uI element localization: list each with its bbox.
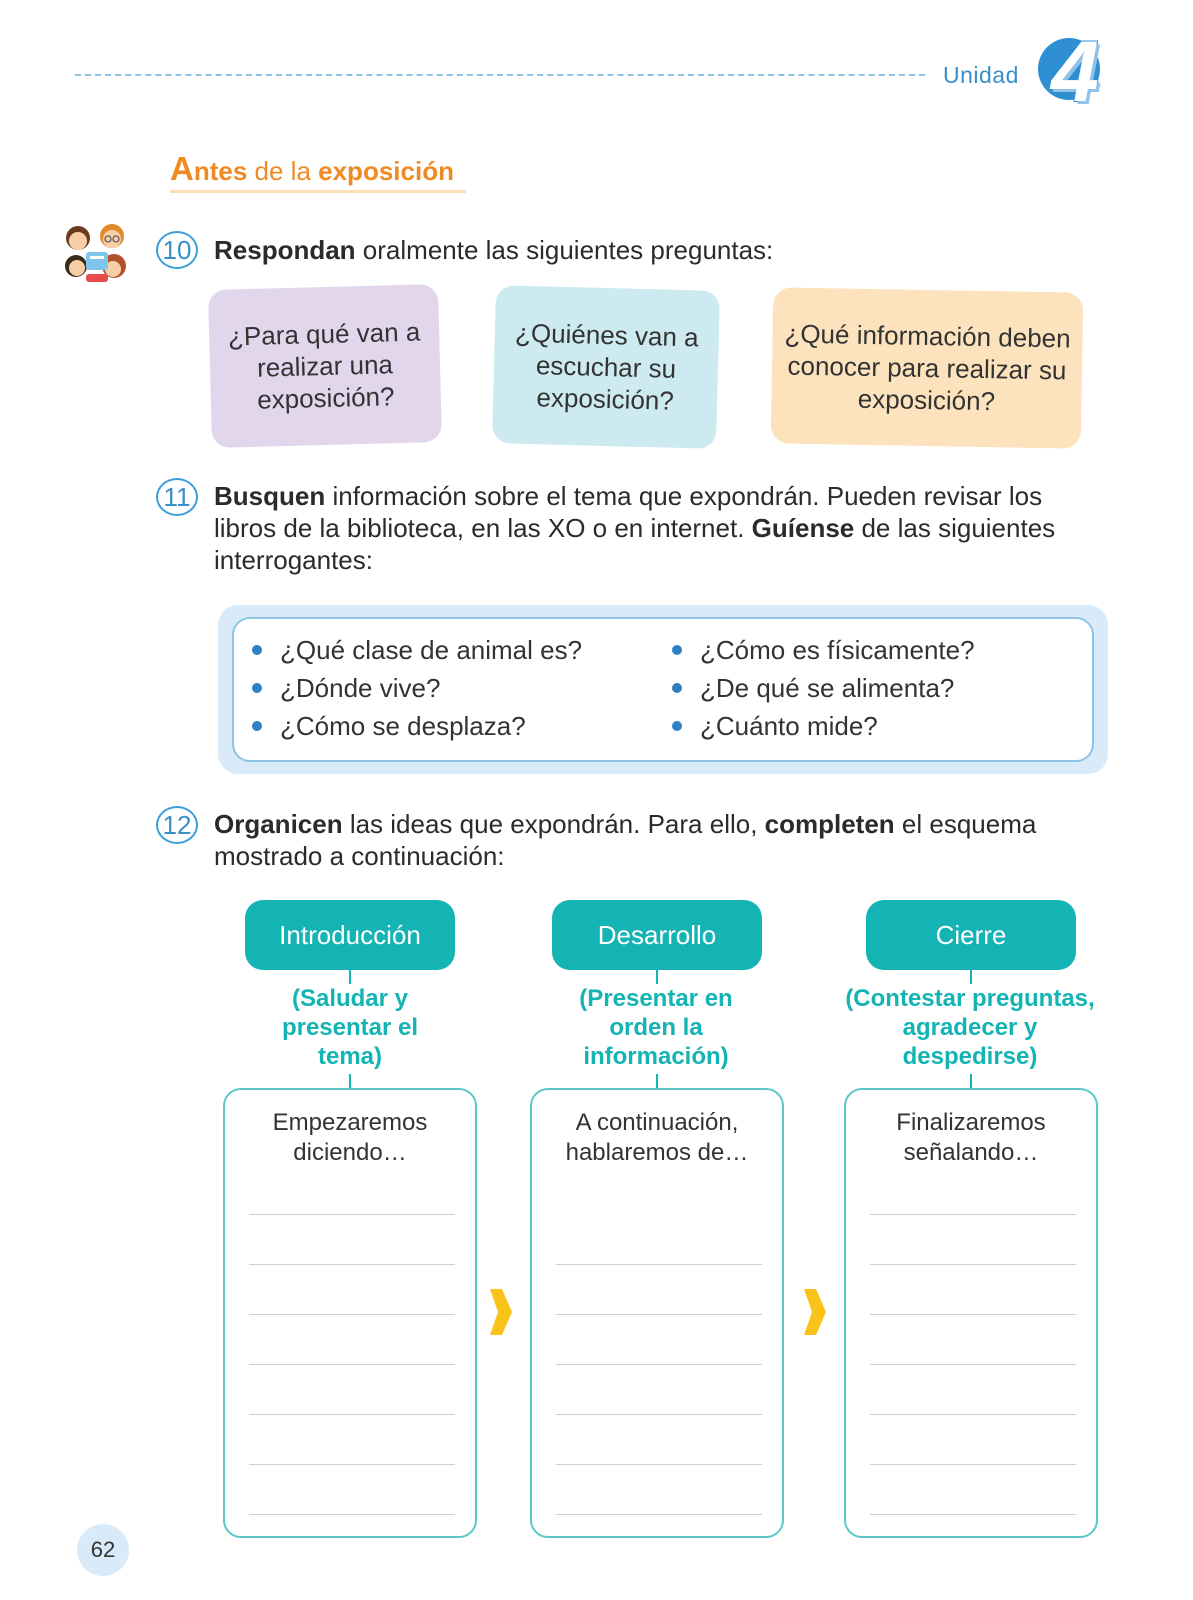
question-card-audience-text: ¿Quiénes van a escuchar su exposición?	[514, 317, 699, 416]
writing-line	[556, 1364, 762, 1365]
activity-11-verb: Busquen	[214, 481, 326, 511]
stage-development-note: (Presentar en orden la información)	[579, 985, 733, 1070]
activity-10-text: oralmente las siguientes preguntas:	[355, 235, 774, 265]
bullet-icon	[252, 721, 262, 731]
writing-box-development[interactable]	[530, 1088, 784, 1538]
list-item-text: ¿De qué se alimenta?	[700, 673, 955, 703]
question-card-purpose-text: ¿Para qué van a realizar una exposición?	[227, 316, 421, 415]
stage-closing: Cierre	[866, 900, 1076, 970]
page-number: 62	[90, 1537, 116, 1562]
stage-introduction-note: (Saludar y presentar el tema)	[281, 985, 419, 1070]
writing-line	[249, 1264, 455, 1265]
kids-group-icon	[62, 222, 132, 284]
connector-line	[656, 970, 658, 984]
writing-line	[249, 1364, 455, 1365]
writing-line	[556, 1314, 762, 1315]
list-item-text: ¿Cómo es físicamente?	[700, 635, 975, 665]
activity-number-12: 12	[156, 806, 198, 844]
header-dashed-rule	[75, 74, 925, 76]
writing-box-introduction[interactable]	[223, 1088, 477, 1538]
section-title-connector: de la	[247, 156, 319, 186]
arrow-right-icon	[488, 1287, 514, 1337]
writing-line	[556, 1264, 762, 1265]
writing-line	[249, 1314, 455, 1315]
writing-line	[870, 1414, 1076, 1415]
writing-line	[870, 1514, 1076, 1515]
connector-line	[970, 1074, 972, 1088]
activity-11-text-2: de las siguientes interrogantes:	[214, 513, 1056, 575]
writing-line	[556, 1514, 762, 1515]
activity-12-text-2: el esquema mostrado a continuación:	[214, 809, 1037, 871]
list-item-text: ¿Cuánto mide?	[700, 711, 878, 741]
section-underline	[170, 190, 466, 193]
activity-number-10: 10	[156, 231, 198, 269]
writing-line	[249, 1514, 455, 1515]
sentence-starter: A continuación, hablaremos de…	[565, 1109, 749, 1166]
bullet-icon	[252, 683, 262, 693]
activity-11-instruction	[214, 480, 1094, 576]
connector-line	[349, 970, 351, 984]
writing-box-closing[interactable]	[844, 1088, 1098, 1538]
question-card-audience	[492, 285, 720, 449]
unit-number: 4	[1051, 24, 1099, 120]
sentence-starter: Empezaremos diciendo…	[272, 1109, 428, 1166]
bullet-icon	[672, 645, 682, 655]
list-item	[672, 672, 954, 704]
arrow-right-icon	[802, 1287, 828, 1337]
list-item	[252, 672, 440, 704]
question-card-purpose	[208, 284, 442, 448]
sentence-starter: Finalizaremos señalando…	[896, 1109, 1046, 1166]
stage-closing-note: (Contestar preguntas, agradecer y despedirse)	[845, 985, 1095, 1070]
question-card-information	[771, 287, 1084, 448]
activity-12-instruction	[214, 808, 1094, 872]
connector-line	[970, 970, 972, 984]
writing-line	[870, 1364, 1076, 1365]
list-item-text: ¿Cómo se desplaza?	[280, 711, 526, 741]
stage-development: Desarrollo	[552, 900, 762, 970]
list-item	[672, 634, 975, 666]
list-item	[252, 634, 582, 666]
list-item-text: ¿Dónde vive?	[280, 673, 441, 703]
connector-line	[656, 1074, 658, 1088]
bullet-icon	[252, 645, 262, 655]
writing-line	[556, 1414, 762, 1415]
writing-line	[870, 1464, 1076, 1465]
connector-line	[349, 1074, 351, 1088]
writing-line	[870, 1214, 1076, 1215]
activity-11-verb-2: Guíense	[751, 513, 855, 543]
question-card-information-text: ¿Qué información deben conocer para realizar su exposición?	[784, 318, 1071, 417]
activity-10-instruction	[214, 234, 1094, 266]
activity-12-text: las ideas que expondrán. Para ello,	[342, 809, 765, 839]
activity-11-text: información sobre el tema que expondrán. Pueden revisar los libros de la biblioteca, en las XO o en internet.	[214, 481, 1043, 543]
writing-line	[249, 1414, 455, 1415]
writing-line	[249, 1214, 455, 1215]
bullet-icon	[672, 683, 682, 693]
writing-line	[870, 1264, 1076, 1265]
writing-line	[556, 1464, 762, 1465]
stage-introduction: Introducción	[245, 900, 455, 970]
activity-12-verb-2: completen	[764, 809, 895, 839]
activity-10-verb: Respondan	[214, 235, 356, 265]
activity-number-11: 11	[156, 478, 198, 516]
writing-line	[249, 1464, 455, 1465]
list-item	[252, 710, 526, 742]
writing-line	[870, 1314, 1076, 1315]
list-item	[672, 710, 878, 742]
bullet-icon	[672, 721, 682, 731]
activity-12-verb: Organicen	[214, 809, 343, 839]
section-title-bold: exposición	[318, 156, 454, 186]
section-title-initial: A	[170, 150, 194, 187]
unit-label: Unidad	[943, 62, 1019, 88]
list-item-text: ¿Qué clase de animal es?	[280, 635, 583, 665]
section-title-word: ntes	[193, 156, 248, 186]
section-title	[170, 150, 454, 188]
